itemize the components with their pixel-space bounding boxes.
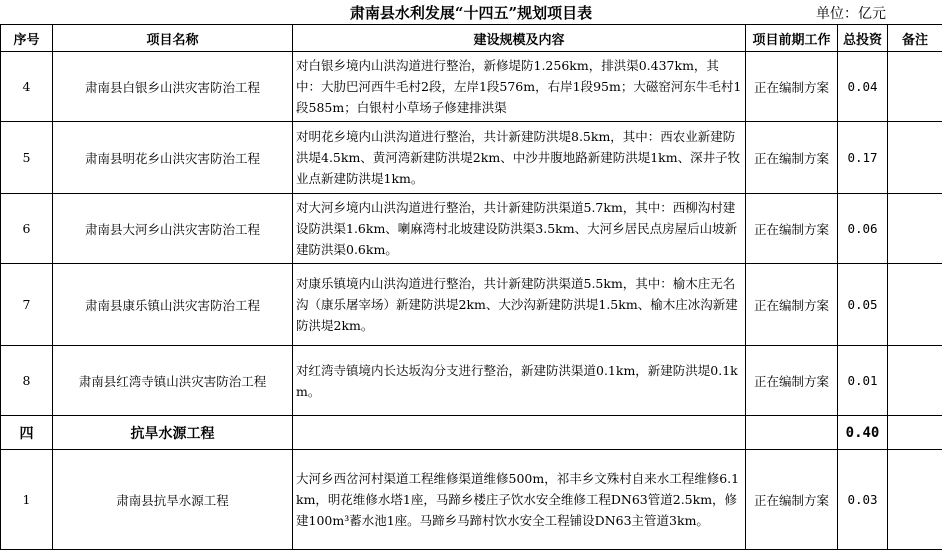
row-desc: 对红湾寺镇境内长达坂沟分支进行整治，新建防洪渠道0.1km，新建防洪堤0.1km。 (293, 346, 746, 416)
col-header-status: 项目前期工作 (746, 25, 838, 52)
row-status: 正在编制方案 (746, 52, 838, 122)
row-invest: 0.06 (838, 194, 888, 264)
row-name: 肃南县白银乡山洪灾害防治工程 (53, 52, 293, 122)
row-no: 5 (1, 122, 53, 194)
row-name: 肃南县大河乡山洪灾害防治工程 (53, 194, 293, 264)
header-row (1, 25, 942, 52)
row-desc: 大河乡西岔河村渠道工程维修渠道维修500m，祁丰乡文殊村自来水工程维修6.1km，明花维修水塔1座，马蹄乡楼庄子饮水安全维修工程DN63管道2.5km，修建100m³蓄水池1座。马蹄乡马蹄村饮水安全工程铺设DN63主管道3km。 (293, 450, 746, 550)
row-desc: 对康乐镇境内山洪沟道进行整治，共计新建防洪渠道5.5km，其中：榆木庄无名沟（康乐屠宰场）新建防洪堤2km、大沙沟新建防洪堤1.5km、榆木庄冰沟新建防洪堤2km。 (293, 264, 746, 346)
section-no: 四 (1, 416, 53, 450)
table-row (1, 194, 942, 264)
section-desc (293, 416, 746, 450)
table-row (1, 450, 942, 550)
row-status: 正在编制方案 (746, 264, 838, 346)
section-status (746, 416, 838, 450)
row-no: 6 (1, 194, 53, 264)
row-status: 正在编制方案 (746, 194, 838, 264)
table-row (1, 346, 942, 416)
col-header-no: 序号 (1, 25, 53, 52)
table-row (1, 264, 942, 346)
row-desc: 对明花乡境内山洪沟道进行整治，共计新建防洪堤8.5km，其中：西农业新建防洪堤4.5km、黄河湾新建防洪堤2km、中沙井腹地路新建防洪堤1km、深井子牧业点新建防洪堤1km。 (293, 122, 746, 194)
section-name: 抗旱水源工程 (53, 416, 293, 450)
row-desc: 对白银乡境内山洪沟道进行整治，新修堤防1.256km，排洪渠0.437km，其中：大肋巴河西牛毛村2段，左岸1段576m，右岸1段95m；大磁窑河东牛毛村1段585m；白银村小草场子修建排洪渠 (293, 52, 746, 122)
row-note (888, 450, 942, 550)
row-status: 正在编制方案 (746, 122, 838, 194)
row-note (888, 122, 942, 194)
section-row (1, 416, 942, 450)
row-note (888, 52, 942, 122)
section-note (888, 416, 942, 450)
row-no: 4 (1, 52, 53, 122)
row-note (888, 264, 942, 346)
row-note (888, 194, 942, 264)
row-invest: 0.17 (838, 122, 888, 194)
section-invest: 0.40 (838, 416, 888, 450)
table-row (1, 122, 942, 194)
row-invest: 0.01 (838, 346, 888, 416)
project-table (0, 24, 942, 550)
row-status: 正在编制方案 (746, 346, 838, 416)
row-status: 正在编制方案 (746, 450, 838, 550)
row-name: 肃南县抗旱水源工程 (53, 450, 293, 550)
row-no: 1 (1, 450, 53, 550)
row-invest: 0.03 (838, 450, 888, 550)
row-desc: 对大河乡境内山洪沟道进行整治，共计新建防洪渠道5.7km，其中：西柳沟村建设防洪渠1.6km、喇麻湾村北坡建设防洪渠3.5km、大河乡居民点房屋后山坡新建防洪渠0.6km。 (293, 194, 746, 264)
row-invest: 0.05 (838, 264, 888, 346)
row-name: 肃南县红湾寺镇山洪灾害防治工程 (53, 346, 293, 416)
table-row (1, 52, 942, 122)
unit-label: 单位：亿元 (816, 6, 886, 22)
row-name: 肃南县康乐镇山洪灾害防治工程 (53, 264, 293, 346)
col-header-name: 项目名称 (53, 25, 293, 52)
col-header-invest: 总投资 (838, 25, 888, 52)
row-invest: 0.04 (838, 52, 888, 122)
row-note (888, 346, 942, 416)
table-title: 肃南县水利发展“十四五”规划项目表 (349, 4, 593, 22)
row-no: 7 (1, 264, 53, 346)
row-name: 肃南县明花乡山洪灾害防治工程 (53, 122, 293, 194)
col-header-note: 备注 (888, 25, 942, 52)
row-no: 8 (1, 346, 53, 416)
col-header-desc: 建设规模及内容 (293, 25, 746, 52)
